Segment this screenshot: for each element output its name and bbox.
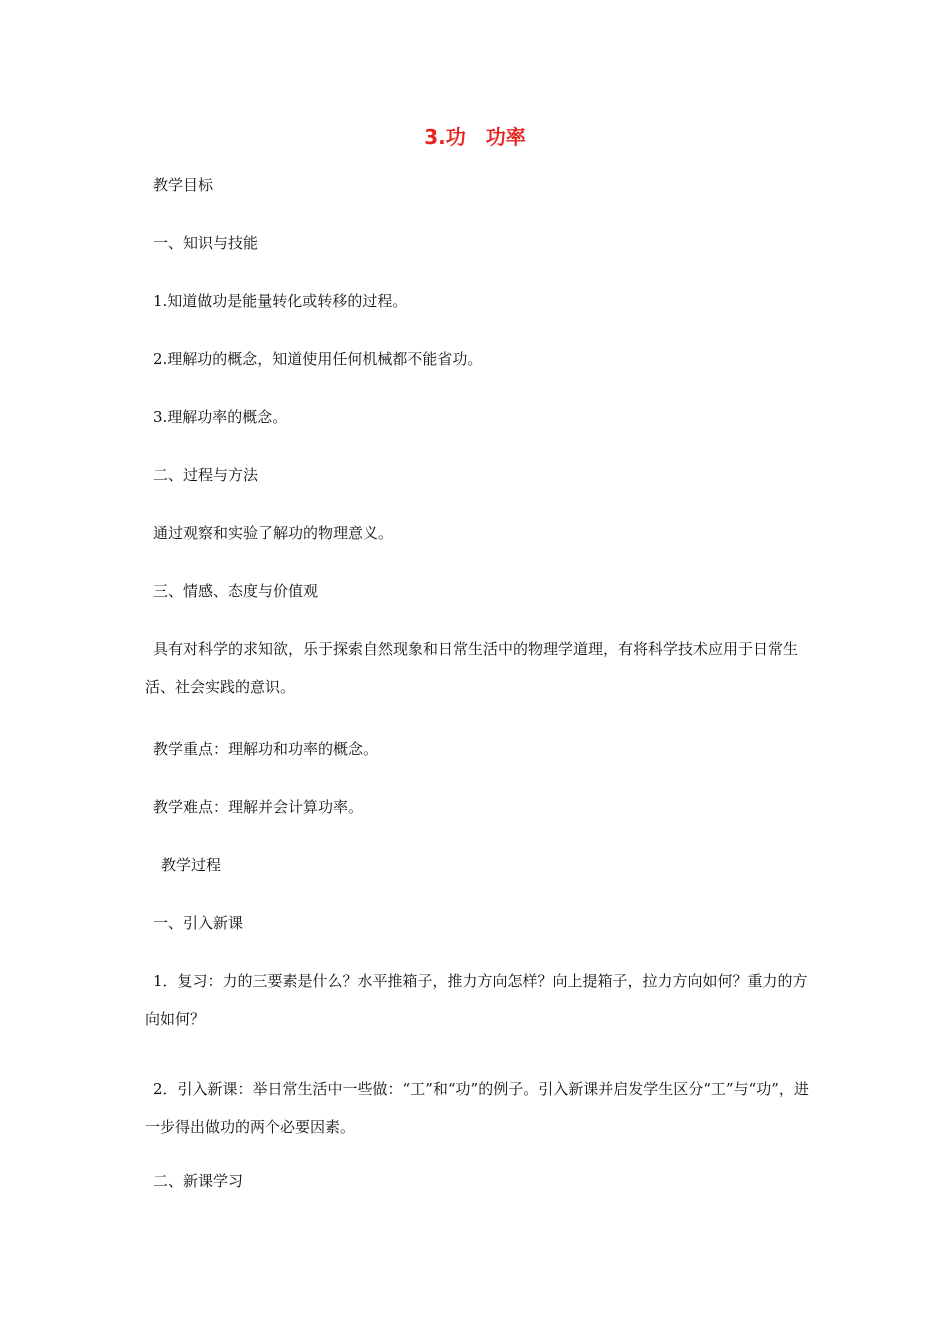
knowledge-skills-heading: 一、知识与技能 <box>153 234 259 252</box>
emotion-values-heading: 三、情感、态度与价值观 <box>153 582 319 600</box>
process-method-heading: 二、过程与方法 <box>153 466 259 484</box>
intro-heading: 一、引入新课 <box>153 914 244 932</box>
intro-item-2: 2．引入新课：举日常生活中一些做：“工”和“功”的例子。引入新课并启发学生区分“工”与“功”，进一步得出做功的两个必要因素。 <box>145 1080 809 1136</box>
knowledge-item-3: 3.理解功率的概念。 <box>153 408 288 426</box>
knowledge-item-2: 2.理解功的概念，知道使用任何机械都不能省功。 <box>153 350 483 368</box>
objectives-heading: 教学目标 <box>153 176 214 194</box>
new-lesson-heading: 二、新课学习 <box>153 1172 244 1190</box>
key-point: 教学重点：理解功和功率的概念。 <box>153 740 379 758</box>
process-method-text: 通过观察和实验了解功的物理意义。 <box>153 524 394 542</box>
document-title: 3.功 功率 <box>424 125 526 149</box>
teaching-process-title: 教学过程 <box>161 856 222 874</box>
difficulty-point: 教学难点：理解并会计算功率。 <box>153 798 364 816</box>
knowledge-item-1: 1.知道做功是能量转化或转移的过程。 <box>153 292 408 310</box>
emotion-values-text: 具有对科学的求知欲，乐于探索自然现象和日常生活中的物理学道理，有将科学技术应用于日常生活、社会实践的意识。 <box>145 640 799 696</box>
intro-item-1: 1．复习：力的三要素是什么？水平推箱子，推力方向怎样？向上提箱子，拉力方向如何？重力的方向如何？ <box>145 972 808 1028</box>
